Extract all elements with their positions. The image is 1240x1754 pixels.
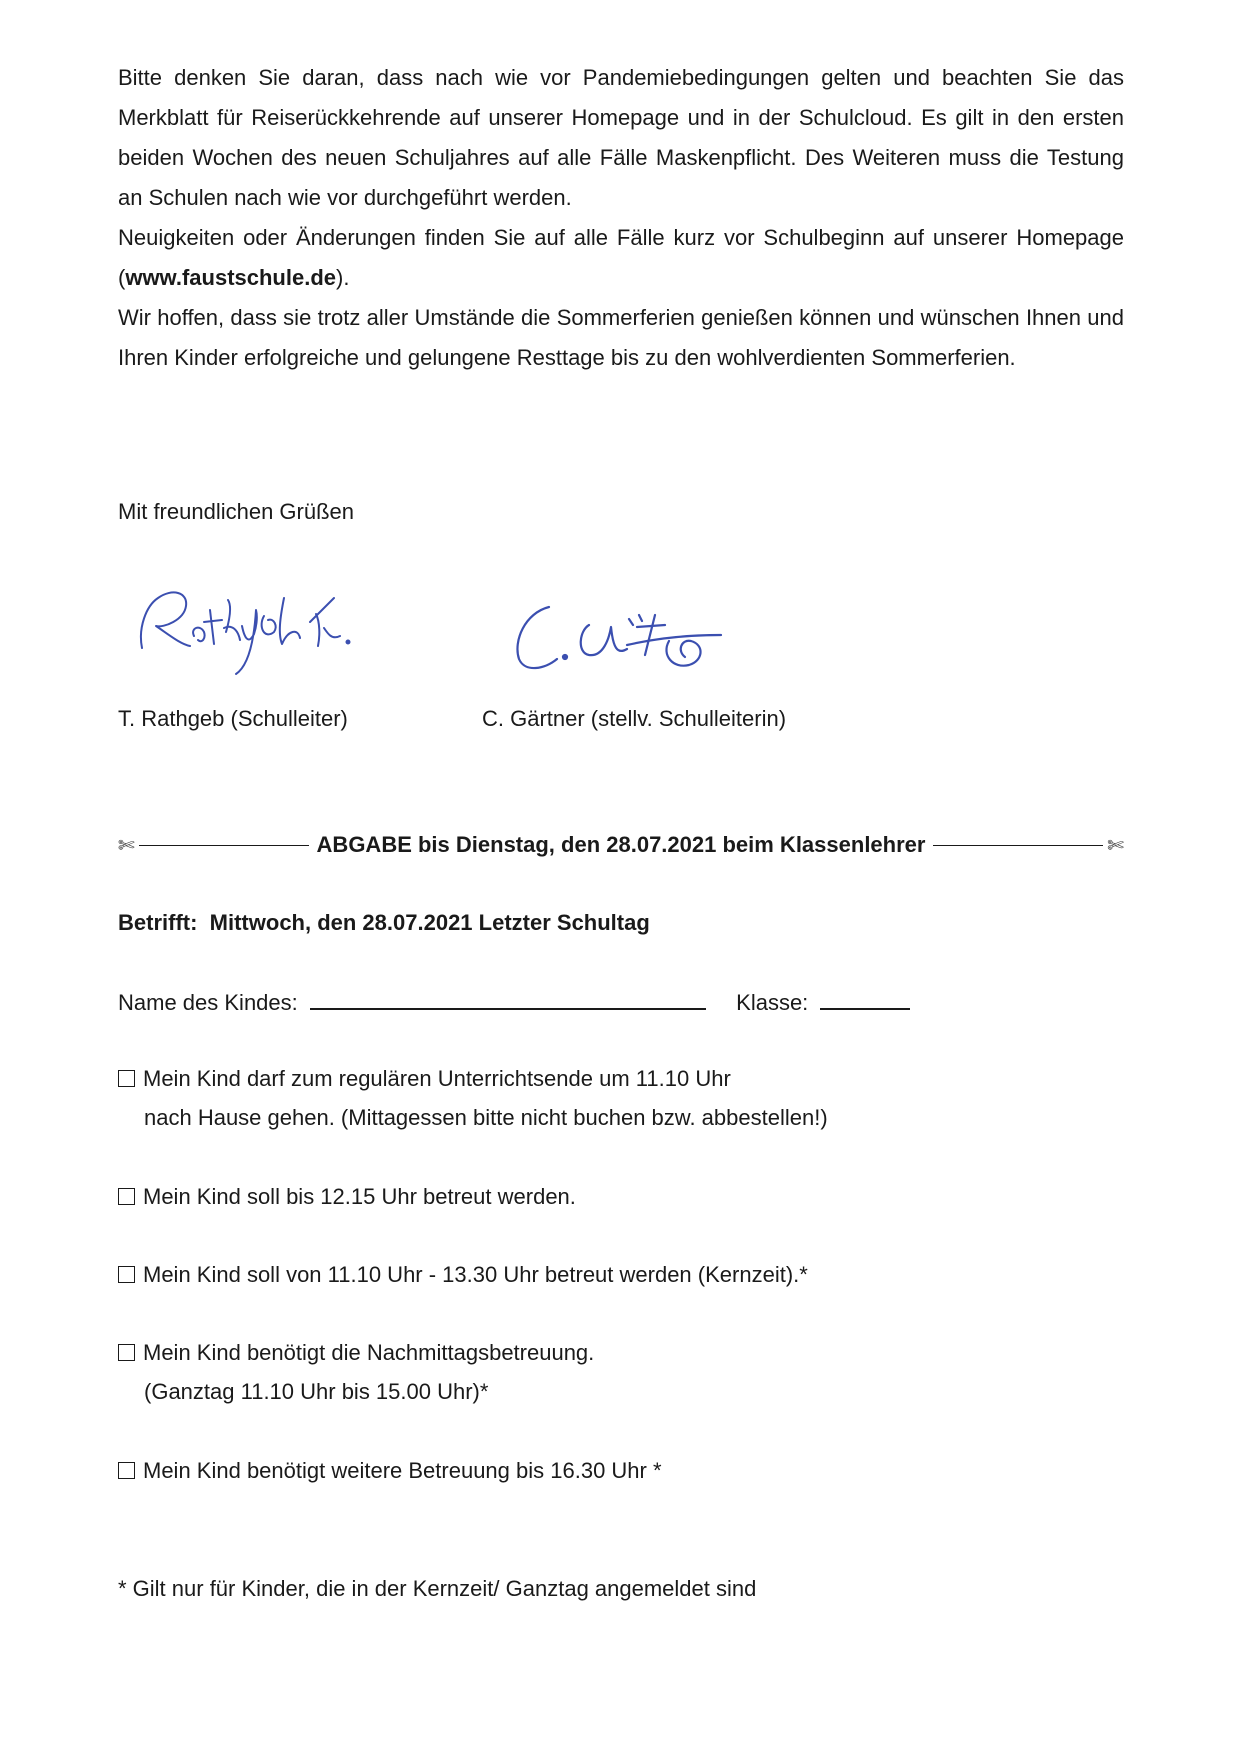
option-afternoon-care-cont: (Ganztag 11.10 Uhr bis 15.00 Uhr)*	[144, 1379, 489, 1404]
checkbox[interactable]	[118, 1462, 135, 1479]
checkbox[interactable]	[118, 1188, 135, 1205]
child-name-field[interactable]	[310, 986, 706, 1010]
subject-label: Betrifft:	[118, 910, 198, 935]
option-care-1630[interactable]	[118, 1456, 662, 1486]
checkbox[interactable]	[118, 1266, 135, 1283]
news-text-end: ).	[336, 265, 350, 290]
signature-rathgeb-image	[128, 570, 358, 680]
cut-dash-left	[139, 845, 309, 846]
scissors-icon: ✄	[1107, 833, 1125, 857]
child-name-label: Name des Kindes:	[118, 990, 298, 1015]
signature-name-gaertner: C. Gärtner (stellv. Schulleiterin)	[482, 706, 787, 731]
subject-text: Mittwoch, den 28.07.2021 Letzter Schultag	[209, 910, 650, 935]
return-deadline-title: ABGABE bis Dienstag, den 28.07.2021 beim Klassenlehrer	[316, 832, 926, 857]
option-care-1215[interactable]	[118, 1182, 576, 1212]
checkbox[interactable]	[118, 1070, 135, 1087]
class-label: Klasse:	[736, 990, 809, 1015]
news-text: Neuigkeiten oder Änderungen finden Sie auf alle Fälle kurz vor Schulbeginn auf unserer Homepage (	[118, 225, 1124, 290]
option-afternoon-care[interactable]	[118, 1338, 594, 1368]
signature-gaertner-image	[505, 595, 730, 680]
body-paragraph-wishes: Wir hoffen, dass sie trotz aller Umstände die Sommerferien genießen können und wünschen Ihnen und Ihren Kinder erfolgreiche und gelungene Resttage bis zu den wohlverdienten Sommerferien.	[118, 305, 1124, 370]
checkbox[interactable]	[118, 1344, 135, 1361]
option-text: Mein Kind soll bis 12.15 Uhr betreut werden.	[143, 1184, 576, 1209]
cut-dash-right	[933, 845, 1103, 846]
homepage-link[interactable]: www.faustschule.de	[125, 265, 337, 290]
closing-greeting: Mit freundlichen Grüßen	[118, 499, 354, 524]
body-paragraph-pandemic: Bitte denken Sie daran, dass nach wie vor Pandemiebedingungen gelten und beachten Sie das Merkblatt für Reiserückkehrende auf unserer Homepage und in der Schulcloud. Es gilt in den ersten beiden Wochen des neuen Schuljahres auf alle Fälle Maskenpflicht. Des Weiteren muss die Testung an Schulen nach wie vor durchgeführt werden.	[118, 65, 1124, 210]
option-text: Mein Kind benötigt die Nachmittagsbetreuung.	[143, 1340, 595, 1365]
body-paragraph-news	[118, 218, 1124, 298]
signature-name-rathgeb: T. Rathgeb (Schulleiter)	[118, 706, 348, 731]
option-text: Mein Kind benötigt weitere Betreuung bis 16.30 Uhr *	[143, 1458, 662, 1483]
cut-line	[118, 830, 1124, 860]
scissors-icon: ✄	[118, 833, 135, 857]
class-field[interactable]	[820, 986, 910, 1010]
child-name-row	[118, 986, 910, 1018]
letter-body	[118, 58, 1124, 378]
footnote: * Gilt nur für Kinder, die in der Kernzeit/ Ganztag angemeldet sind	[118, 1576, 757, 1601]
option-kernzeit[interactable]	[118, 1260, 808, 1290]
option-text: Mein Kind darf zum regulären Unterrichtsende um 11.10 Uhr	[143, 1066, 731, 1091]
subject-line	[118, 908, 650, 938]
option-text: Mein Kind soll von 11.10 Uhr - 13.30 Uhr betreut werden (Kernzeit).*	[143, 1262, 808, 1287]
option-regular-end-cont: nach Hause gehen. (Mittagessen bitte nicht buchen bzw. abbestellen!)	[144, 1105, 828, 1130]
option-regular-end[interactable]	[118, 1064, 731, 1094]
